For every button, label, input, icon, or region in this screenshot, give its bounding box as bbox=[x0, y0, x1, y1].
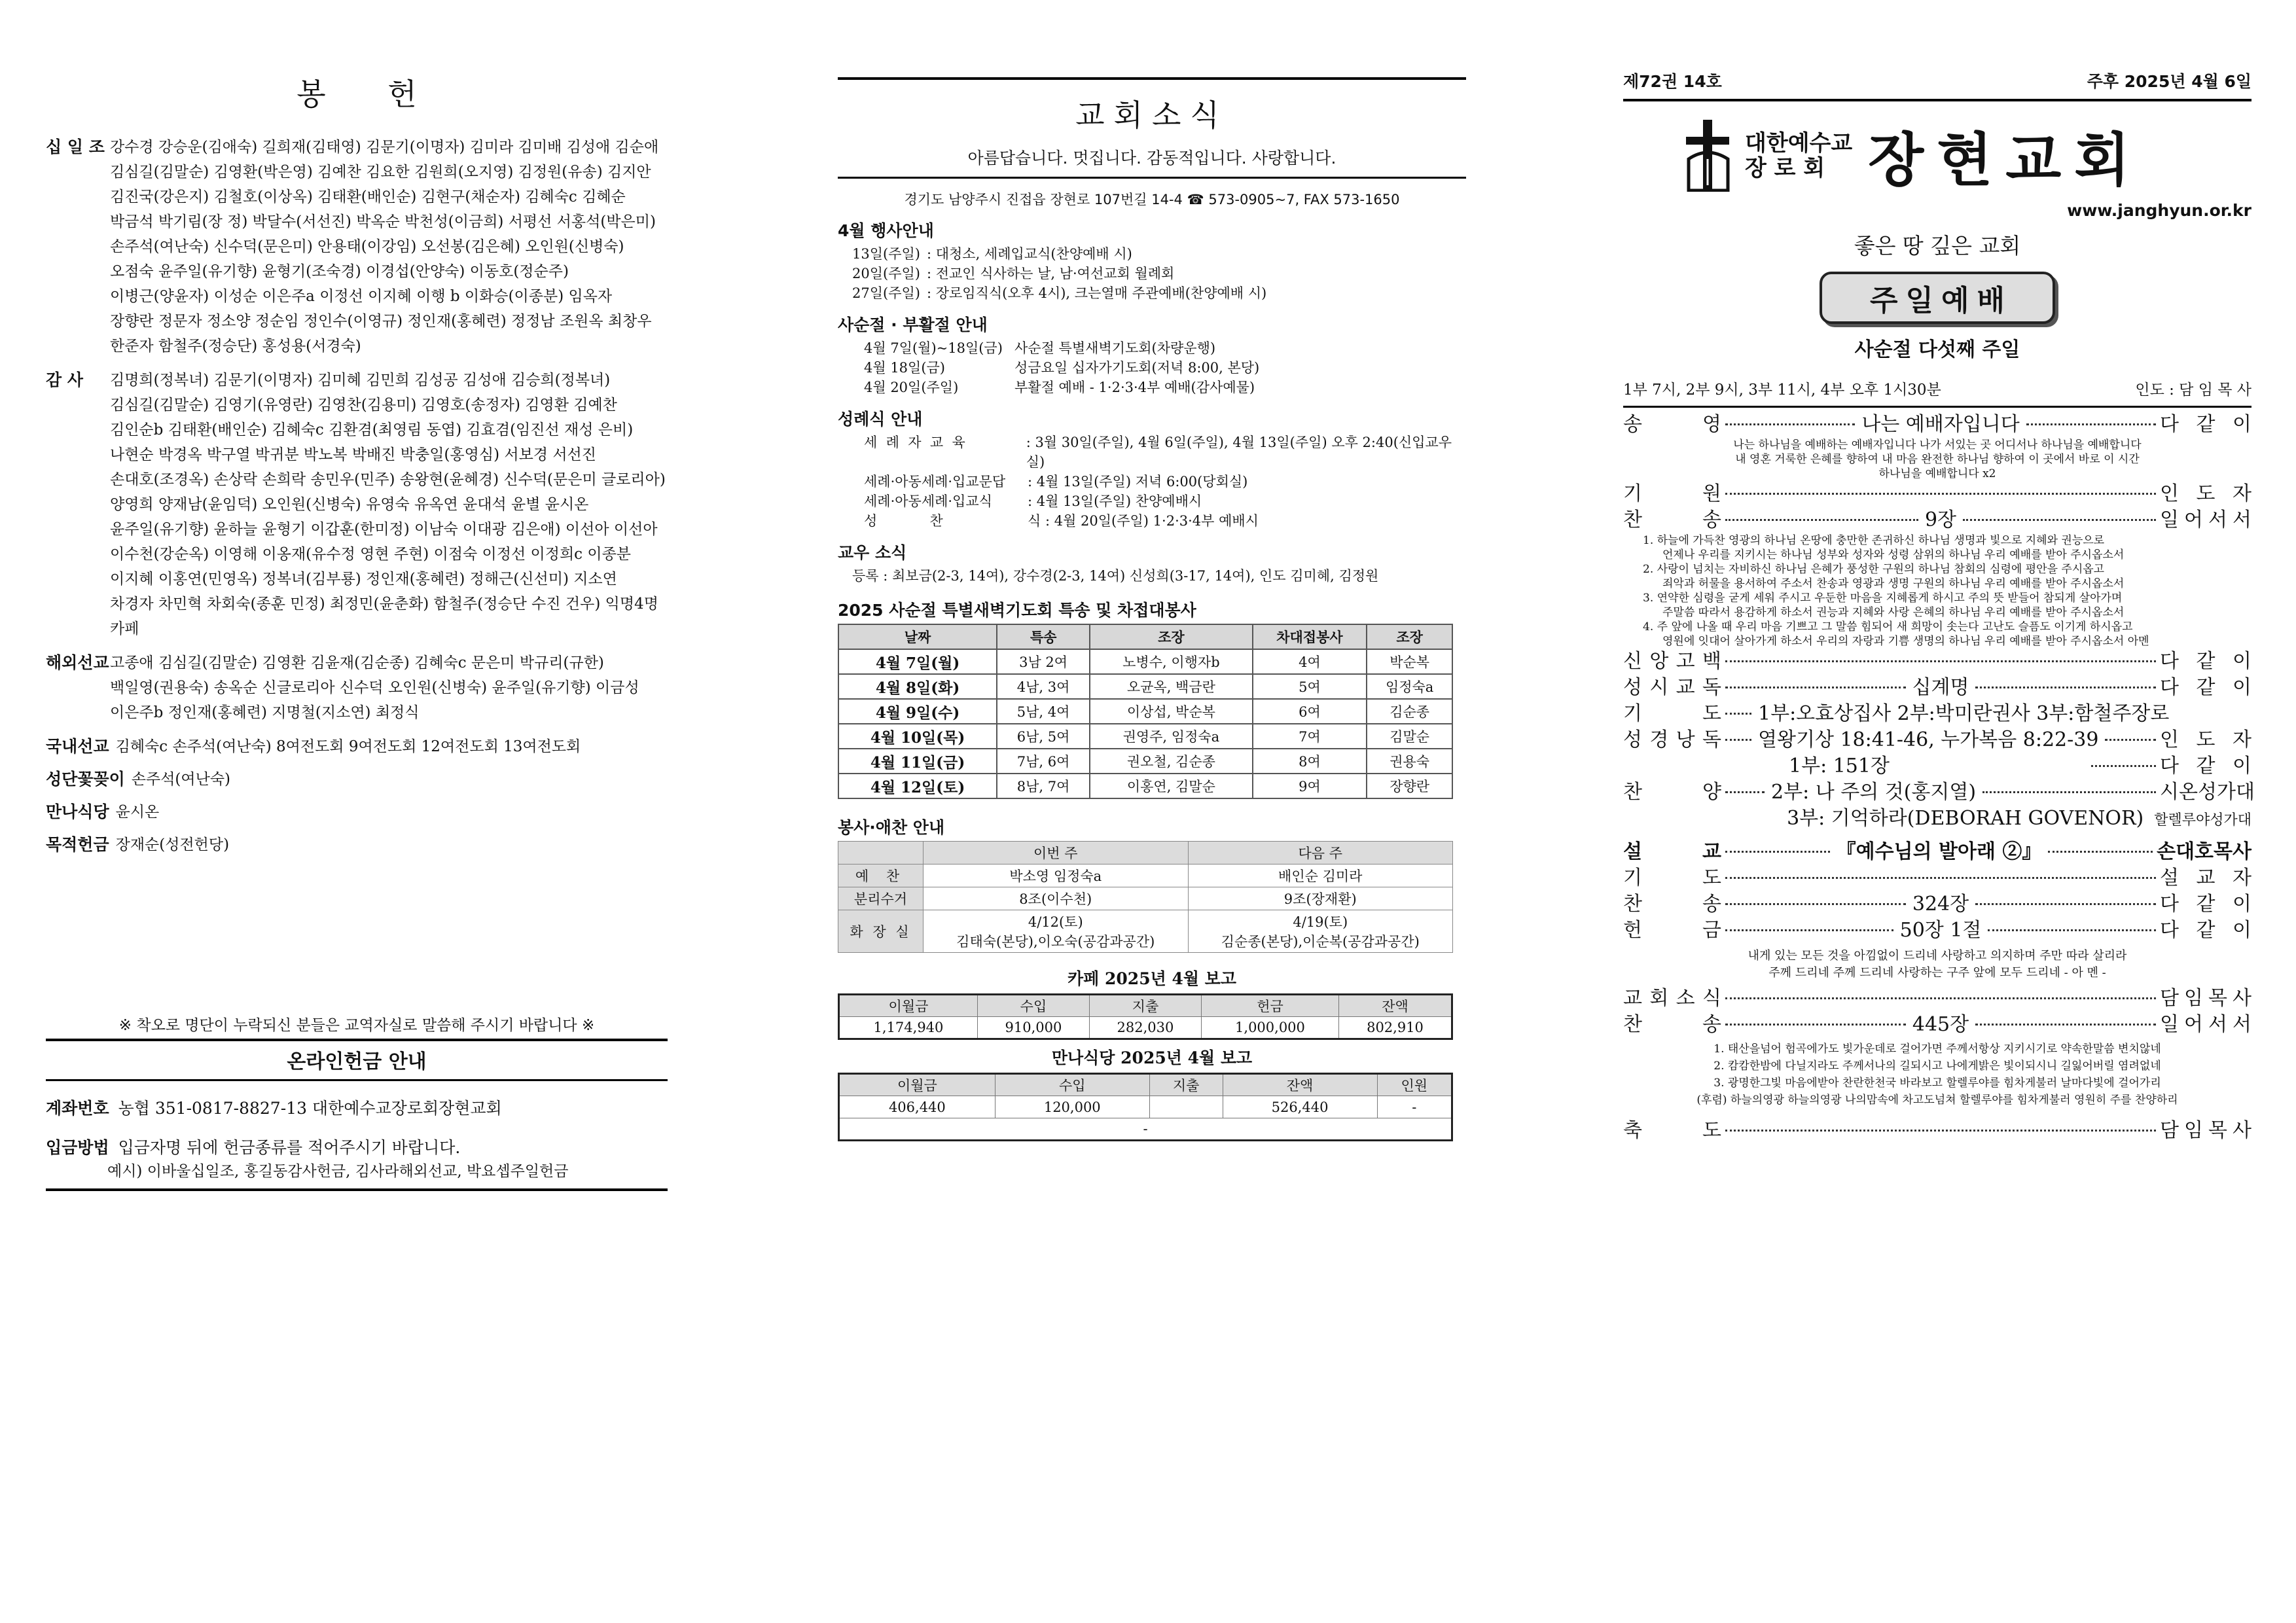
offering-section-thanks bbox=[46, 368, 668, 641]
column-header: 이번 주 bbox=[924, 842, 1189, 865]
sacrament-label: 세 례 자 교 육 bbox=[864, 435, 965, 450]
column-header: 헌금 bbox=[1201, 995, 1338, 1017]
order-person: 다 같 이 bbox=[2160, 676, 2251, 699]
service-leader: 인도 : 담 임 목 사 bbox=[2135, 382, 2251, 399]
table-row bbox=[839, 1017, 1452, 1039]
offering-row-flowers bbox=[46, 767, 668, 792]
order-content: 445장 bbox=[1912, 1013, 1969, 1036]
event-item bbox=[838, 338, 1466, 358]
event-date: 20일(주일) bbox=[852, 266, 920, 281]
april-events-heading: 4월 행사안내 bbox=[838, 221, 934, 240]
table-cell: 6여 bbox=[1253, 699, 1367, 724]
church-motto: 좋은 땅 깊은 교회 bbox=[1854, 233, 2021, 259]
order-of-worship bbox=[1623, 412, 2255, 1144]
song-lyrics bbox=[1623, 438, 2251, 481]
lyric-line: 4. 주 앞에 나올 때 우리 마음 기쁘고 그 말씀 힘되어 새 희망이 솟는다 고난도 슬픔도 이기게 하시옵고 bbox=[1643, 620, 2133, 633]
table-cell: - bbox=[1377, 1096, 1452, 1118]
table-cell: 4월 12일(토) bbox=[838, 774, 997, 798]
order-label: 성 시 교 독 bbox=[1623, 676, 1721, 699]
table-cell: 이상섭, 박순복 bbox=[1090, 699, 1252, 724]
table-cell: 282,030 bbox=[1089, 1017, 1201, 1039]
order-label: 축 도 bbox=[1623, 1119, 1721, 1142]
table-cell: 7남, 6여 bbox=[997, 749, 1090, 774]
method-text: 입금자명 뒤에 헌금종류를 적어주시기 바랍니다. bbox=[118, 1138, 461, 1157]
order-content: 9장 bbox=[1924, 508, 1957, 531]
column-header bbox=[838, 842, 924, 865]
manna-report-title: 만나식당 2025년 4월 보고 bbox=[1051, 1048, 1253, 1067]
sacrament-item bbox=[838, 491, 1466, 511]
table-cell: 406,440 bbox=[839, 1096, 996, 1118]
sacrament-text: : 4월 13일(주일) 저녁 6:00(당회실) bbox=[1028, 474, 1248, 490]
row-label: 국내선교 bbox=[46, 737, 109, 756]
table-cell: 박순복 bbox=[1367, 649, 1452, 674]
closing-hymn-lyrics bbox=[1623, 1041, 2251, 1109]
table-cell: 장향란 bbox=[1367, 774, 1452, 798]
name-line: 이병근(양윤자) 이성순 이은주a 이정선 이지혜 이행 b 이화승(이종분) 임옥자 bbox=[110, 288, 613, 305]
cell-line: 김태숙(본당),이오숙(공감과공간) bbox=[956, 934, 1155, 950]
table-row bbox=[838, 774, 1452, 798]
table-cell: 8여 bbox=[1253, 749, 1367, 774]
order-label: 찬 송 bbox=[1623, 893, 1721, 916]
table-cell bbox=[1188, 910, 1453, 953]
row-label: 만나식당 bbox=[46, 802, 109, 821]
row-label: 화 장 실 bbox=[838, 910, 924, 953]
column-header: 다음 주 bbox=[1188, 842, 1453, 865]
table-row bbox=[838, 724, 1452, 749]
lent-heading: 사순절 · 부활절 안내 bbox=[838, 315, 988, 334]
table-cell: 7여 bbox=[1253, 724, 1367, 749]
column-header: 잔액 bbox=[1223, 1074, 1377, 1096]
order-person: 일 어 서 서 bbox=[2160, 1013, 2251, 1036]
order-label: 신 앙 고 백 bbox=[1623, 650, 1721, 673]
section-names bbox=[110, 651, 668, 725]
name-line: 나현순 박경옥 박구열 박귀분 박노복 박배진 박충일(홍영심) 서보경 서선진 bbox=[110, 446, 596, 463]
name-line: 김심길(김말순) 김영환(박은영) 김예찬 김요한 김원희(오지영) 김정원(유송) 김지안 bbox=[110, 164, 651, 181]
table-cell: 4월 9일(수) bbox=[838, 699, 997, 724]
account-number: 농협 351-0817-8827-13 대한예수교장로회장현교회 bbox=[118, 1099, 502, 1118]
row-label: 분리수거 bbox=[838, 887, 924, 910]
name-line: 이은주b 정인재(홍혜련) 지명철(지소연) 최정식 bbox=[110, 704, 420, 721]
table-cell: 802,910 bbox=[1339, 1017, 1452, 1039]
table-cell: 5여 bbox=[1253, 674, 1367, 699]
event-text: 성금요일 십자가기도회(저녁 8:00, 본당) bbox=[1014, 360, 1260, 376]
lyric-line: 주께 드리네 주께 드리네 사랑하는 구주 앞에 모두 드리네 - 아 멘 - bbox=[1768, 966, 2106, 980]
table-cell: 4월 8일(화) bbox=[838, 674, 997, 699]
table-row bbox=[838, 865, 1453, 887]
name-line: 강수경 강승운(김애숙) 길희재(김태영) 김문기(이명자) 김미라 김미배 김성애 김순애 bbox=[110, 139, 659, 156]
bulletin-header bbox=[1623, 69, 2251, 101]
hymn-lyrics bbox=[1623, 533, 2251, 649]
table-row bbox=[838, 699, 1452, 724]
order-person: 인 도 자 bbox=[2160, 728, 2251, 751]
row-names: 장재순(성전헌당) bbox=[115, 836, 230, 853]
cell-line: 김순종(본당),이순복(공감과공간) bbox=[1221, 934, 1420, 950]
event-item bbox=[838, 378, 1466, 397]
liturgical-week: 사순절 다섯째 주일 bbox=[1854, 338, 2020, 361]
denomination-line: 대한예수교 bbox=[1745, 130, 1853, 156]
table-cell: 5남, 4여 bbox=[997, 699, 1090, 724]
member-news-text: 등록 : 최보금(2-3, 14여), 강수경(2-3, 14여) 신성희(3-17, 14여), 인도 김미혜, 김정원 bbox=[852, 568, 1379, 584]
sacrament-text: : 3월 30일(주일), 4월 6일(주일), 4월 13일(주일) 오후 2:40(신입교우실) bbox=[1026, 435, 1452, 470]
column-header: 잔액 bbox=[1339, 995, 1452, 1017]
order-label: 성 경 낭 독 bbox=[1623, 728, 1721, 751]
denomination bbox=[1745, 131, 1852, 181]
lyric-line: 영원에 잇대어 살아가게 하소서 우리의 자랑과 기쁨 생명의 하나님 우리 예배를 받아 주시옵소서 아멘 bbox=[1662, 635, 2149, 648]
lyric-line: 3. 연약한 심령을 굳게 세워 주시고 우둔한 마음을 지혜롭게 하시고 주의 뜻 받들어 참되게 살아가며 bbox=[1643, 592, 2123, 605]
order-content: 50장 1절 bbox=[1899, 919, 1982, 942]
event-date: 4월 20일(주일) bbox=[864, 380, 959, 395]
column-header: 조장 bbox=[1367, 624, 1452, 649]
order-label: 찬 양 bbox=[1623, 781, 1721, 804]
event-date: 4월 7일(월)~18일(금) bbox=[864, 340, 1003, 356]
order-label: 찬 송 bbox=[1623, 508, 1721, 531]
name-line: 백일영(권용숙) 송옥순 신글로리아 신수덕 오인원(신병숙) 윤주일(유기향) 이금성 bbox=[110, 679, 639, 696]
news-column bbox=[838, 0, 1466, 1623]
sermon-title: 『예수님의 발아래 ②』 bbox=[1836, 840, 2042, 863]
online-offering-title: 온라인헌금 안내 bbox=[46, 1039, 668, 1081]
order-item bbox=[1623, 839, 2251, 865]
order-content: 나는 예배자입니다 bbox=[1861, 413, 2020, 436]
order-item bbox=[1623, 918, 2251, 944]
table-cell: 노병수, 이행자b bbox=[1090, 649, 1252, 674]
name-line: 김진국(강은지) 김철호(이상옥) 김태환(배인순) 김현구(채순자) 김혜숙c 김혜순 bbox=[110, 188, 626, 205]
denomination-line: 장 로 회 bbox=[1745, 155, 1825, 181]
table-cell: 6남, 5여 bbox=[997, 724, 1090, 749]
table-cell: 8조(이수천) bbox=[924, 887, 1189, 910]
section-names bbox=[110, 135, 668, 359]
bulletin-date: 주후 2025년 4월 6일 bbox=[2087, 72, 2251, 91]
order-item bbox=[1623, 806, 2251, 834]
order-label: 찬 송 bbox=[1623, 1013, 1721, 1036]
method-example: 예시) 이바울십일조, 홍길동감사헌금, 김사라해외선교, 박요셉주일헌금 bbox=[107, 1163, 569, 1180]
sacrament-label: 성 찬 bbox=[864, 513, 943, 529]
sacrament-label: 세례·아동세례·입교식 bbox=[864, 493, 992, 509]
table-cell: 8남, 7여 bbox=[997, 774, 1090, 798]
event-date: 13일(주일) bbox=[852, 246, 920, 262]
column-header: 날짜 bbox=[838, 624, 997, 649]
order-content: 3부: 기억하라(DEBORAH GOVENOR) bbox=[1787, 807, 2144, 830]
service-times-row bbox=[1623, 378, 2251, 408]
order-item bbox=[1623, 649, 2251, 675]
offering-row-manna bbox=[46, 800, 668, 825]
row-label: 목적헌금 bbox=[46, 835, 109, 854]
lyric-line: 내 영혼 거룩한 은혜를 향하여 내 마음 완전한 하나님 향하여 이 곳에서 바로 이 시간 bbox=[1735, 453, 2140, 466]
column-header: 이월금 bbox=[839, 1074, 996, 1096]
table-header-row bbox=[838, 624, 1452, 649]
event-text: : 장로임직식(오후 4시), 크는열매 주관예배(찬양예배 시) bbox=[926, 285, 1267, 301]
name-line: 박금석 박기림(장 정) 박달수(서선진) 박옥순 박천성(이금희) 서평선 서홍석(박은미) bbox=[110, 213, 656, 230]
name-line: 고종애 김심길(김말순) 김영환 김윤재(김순종) 김혜숙c 문은미 박규리(규한) bbox=[110, 654, 604, 671]
table-cell bbox=[1149, 1096, 1223, 1118]
news-subtitle: 아름답습니다. 멋집니다. 감동적입니다. 사랑합니다. bbox=[838, 145, 1466, 179]
order-content: 열왕기상 18:41-46, 누가복음 8:22-39 bbox=[1758, 728, 2099, 751]
order-item bbox=[1623, 412, 2251, 438]
account-label: 계좌번호 bbox=[46, 1099, 109, 1118]
lyric-line: 3. 광명한그빛 마음에받아 찬란한천국 바라보고 할렐루야를 힘차게불러 날마다빛에 걸어가리 bbox=[1713, 1077, 2161, 1090]
order-content: 1부:오효상집사 2부:박미란권사 3부:함철주장로 bbox=[1758, 702, 2170, 725]
order-label: 교 회 소 식 bbox=[1623, 987, 1721, 1010]
table-row bbox=[838, 649, 1452, 674]
event-item bbox=[838, 264, 1466, 283]
table-cell: 4여 bbox=[1253, 649, 1367, 674]
table-cell: 9조(장재환) bbox=[1188, 887, 1453, 910]
table-row bbox=[839, 1096, 1452, 1118]
table-cell: 4월 10일(목) bbox=[838, 724, 997, 749]
lyric-line: 2. 캄캄한밤에 다닐지라도 주께서나의 길되시고 나에게밝은 빛이되시니 길잃어버릴 염려없네 bbox=[1713, 1060, 2161, 1073]
lyric-line: 1. 태산을넘어 험곡에가도 빛가운데로 걸어가면 주께서항상 지키시기로 약속한말씀 변치않네 bbox=[1713, 1043, 2161, 1056]
column-header: 지출 bbox=[1089, 995, 1201, 1017]
order-item bbox=[1623, 507, 2251, 533]
table-cell: 3남 2여 bbox=[997, 649, 1090, 674]
name-line: 손대호(조경옥) 손상락 손희락 송민우(민주) 송왕현(윤혜경) 신수덕(문은미 글로리아) bbox=[110, 471, 666, 488]
worship-badge: 주일예배 bbox=[1820, 272, 2055, 324]
sacrament-item bbox=[838, 472, 1466, 491]
sacrament-item bbox=[838, 511, 1466, 531]
order-item bbox=[1623, 865, 2251, 891]
lyric-line: 주말씀 따라서 용감하게 하소서 권능과 지혜와 사랑 은혜의 하나님 우리 예배를 받아 주시옵소서 bbox=[1662, 606, 2125, 619]
lyric-line: 2. 사랑이 넘치는 자비하신 하나님 은혜가 풍성한 구원의 하나님 참회의 심령에 평안을 주시옵고 bbox=[1643, 563, 2105, 576]
table-cell: 권오철, 김순종 bbox=[1090, 749, 1252, 774]
order-person: 담 임 목 사 bbox=[2160, 1119, 2251, 1142]
table-cell: 1,000,000 bbox=[1201, 1017, 1338, 1039]
table-cell: 9여 bbox=[1253, 774, 1367, 798]
lyric-line: 1. 하늘에 가득찬 영광의 하나님 온땅에 충만한 존귀하신 하나님 생명과 빛으로 지혜와 권능으로 bbox=[1643, 534, 2105, 547]
table-cell: 4월 7일(월) bbox=[838, 649, 997, 674]
order-person: 다 같 이 bbox=[2160, 413, 2251, 436]
table-cell: 임정숙a bbox=[1367, 674, 1452, 699]
offering-column bbox=[46, 0, 668, 1623]
cafe-report-title: 카페 2025년 4월 보고 bbox=[1067, 969, 1236, 988]
order-person: 담 임 목 사 bbox=[2160, 987, 2251, 1010]
divider bbox=[46, 1188, 668, 1191]
name-line: 양영희 양재남(윤임덕) 오인원(신병숙) 유영숙 유옥연 윤대석 윤별 윤시온 bbox=[110, 496, 589, 513]
table-cell: 오균옥, 백금란 bbox=[1090, 674, 1252, 699]
order-person: 설 교 자 bbox=[2160, 866, 2251, 889]
event-text: 사순절 특별새벽기도회(차량운행) bbox=[1014, 340, 1216, 356]
church-logo bbox=[1623, 115, 2251, 197]
lyric-line: 언제나 우리를 지키시는 하나님 성부와 성자와 성령 삼위의 하나님 우리 예배를 받아 주시옵소서 bbox=[1662, 548, 2125, 562]
order-item bbox=[1623, 779, 2255, 806]
table-header-row bbox=[838, 842, 1453, 865]
bulletin-column bbox=[1623, 0, 2255, 1623]
preacher: 손대호목사 bbox=[2157, 840, 2251, 863]
table-cell bbox=[924, 910, 1189, 953]
cell-line: 4/19(토) bbox=[1293, 914, 1348, 930]
service-heading: 봉사·애찬 안내 bbox=[838, 818, 945, 837]
name-line: 이지혜 이홍연(민영옥) 정복녀(김부룡) 정인재(홍혜련) 정해근(신선미) 지소연 bbox=[110, 571, 617, 588]
event-text: 부활절 예배 - 1·2·3·4부 예배(감사예물) bbox=[1014, 380, 1255, 395]
name-line: 윤주일(유기향) 윤하늘 윤형기 이갑훈(한미정) 이남숙 이대광 김은애) 이선아 이선아 bbox=[110, 521, 658, 538]
lyric-line: 나는 하나님을 예배하는 예배자입니다 나가 서있는 곳 어디서나 하나님을 예배합니다 bbox=[1733, 438, 2142, 452]
method-label: 입금방법 bbox=[46, 1138, 109, 1157]
website-link[interactable]: www.janghyun.or.kr bbox=[2067, 201, 2251, 220]
table-row bbox=[838, 910, 1453, 953]
cafe-report-table bbox=[838, 993, 1453, 1040]
table-cell: 권용숙 bbox=[1367, 749, 1452, 774]
event-text: : 전교인 식사하는 날, 남·여선교회 월례회 bbox=[926, 266, 1175, 281]
name-line: 김심길(김말순) 김영기(유영란) 김영찬(김용미) 김영호(송정자) 김영환 김예찬 bbox=[110, 397, 617, 414]
column-header: 지출 bbox=[1149, 1074, 1223, 1096]
manna-report-table bbox=[838, 1073, 1453, 1141]
section-names bbox=[110, 368, 668, 641]
lyric-line: (후렴) 하늘의영광 하늘의영광 나의맘속에 차고도넘쳐 할렐루야를 힘차게불러 영원히 주를 찬양하리 bbox=[1696, 1094, 2178, 1107]
table-cell: 김순종 bbox=[1367, 699, 1452, 724]
offering-hymn-lyrics bbox=[1623, 948, 2251, 982]
member-news-heading: 교우 소식 bbox=[838, 543, 907, 562]
order-content: 1부: 151장 bbox=[1789, 755, 1890, 777]
service-table bbox=[838, 841, 1453, 953]
table-cell: 박소영 임정숙a bbox=[924, 865, 1189, 887]
order-content: 2부: 나 주의 것(홍지열) bbox=[1771, 781, 1977, 804]
row-names: 김혜숙c 손주석(여난숙) 8여전도회 9여전도회 12여전도회 13여전도회 bbox=[115, 738, 581, 755]
column-header: 이월금 bbox=[839, 995, 978, 1017]
order-person: 다 같 이 bbox=[2160, 755, 2251, 777]
name-line: 김인순b 김태환(배인순) 김혜숙c 김환겸(최영림 동엽) 김효겸(임진선 재성 은비) bbox=[110, 421, 634, 438]
order-content: 324장 bbox=[1912, 893, 1969, 916]
order-label: 설 교 bbox=[1623, 840, 1721, 863]
name-line: 이수천(강순옥) 이영해 이옹재(유수정 영현 주현) 이점숙 이정선 이정희c 이종분 bbox=[110, 546, 632, 563]
section-label: 감 사 bbox=[46, 370, 84, 389]
table-cell: 1,174,940 bbox=[839, 1017, 978, 1039]
order-label: 기 도 bbox=[1623, 702, 1721, 725]
omission-notice: ※ 착오로 명단이 누락되신 분들은 교역자실로 말씀해 주시기 바랍니다 ※ bbox=[118, 1017, 595, 1034]
table-cell: 배인순 김미라 bbox=[1188, 865, 1453, 887]
cell-line: 4/12(토) bbox=[1028, 914, 1083, 930]
order-item bbox=[1623, 1118, 2251, 1144]
offering-section-tithe bbox=[46, 135, 668, 359]
sacrament-text: 식 : 4월 20일(주일) 1·2·3·4부 예배시 bbox=[1028, 513, 1259, 529]
method-row bbox=[46, 1136, 668, 1160]
offering-section-mission bbox=[46, 651, 668, 725]
order-person: 할렐루야성가대 bbox=[2154, 812, 2251, 829]
table-cell: 이홍연, 김말순 bbox=[1090, 774, 1252, 798]
section-label: 십 일 조 bbox=[46, 137, 105, 156]
name-line: 김명희(정복녀) 김문기(이명자) 김미혜 김민희 김성공 김성애 김승희(정복녀) bbox=[110, 372, 611, 389]
order-label: 기 원 bbox=[1623, 482, 1721, 505]
order-item bbox=[1623, 986, 2251, 1012]
order-item bbox=[1623, 1012, 2251, 1038]
row-label: 성단꽃꽂이 bbox=[46, 770, 125, 789]
section-label: 해외선교 bbox=[46, 653, 109, 672]
order-item bbox=[1623, 753, 2251, 779]
event-date: 4월 18일(금) bbox=[864, 360, 946, 376]
table-cell: 4남, 3여 bbox=[997, 674, 1090, 699]
news-title: 교회소식 bbox=[838, 77, 1466, 135]
table-cell: 910,000 bbox=[977, 1017, 1089, 1039]
order-person: 다 같 이 bbox=[2160, 893, 2251, 916]
cross-icon bbox=[1682, 120, 1734, 192]
account-row bbox=[46, 1097, 668, 1120]
order-label: 송 영 bbox=[1623, 413, 1721, 436]
table-cell: 120,000 bbox=[995, 1096, 1149, 1118]
event-item bbox=[838, 244, 1466, 264]
order-person: 시 온 성 가 대 bbox=[2160, 781, 2255, 804]
name-line: 손주석(여난숙) 신수덕(문은미) 안용태(이강임) 오선봉(김은혜) 오인원(신병숙) bbox=[110, 238, 624, 255]
prayer-table-heading: 2025 사순절 특별새벽기도회 특송 및 차접대봉사 bbox=[838, 601, 1196, 620]
offering-row-purpose bbox=[46, 832, 668, 857]
table-cell: 권영주, 임정숙a bbox=[1090, 724, 1252, 749]
column-header: 인원 bbox=[1377, 1074, 1452, 1096]
table-row bbox=[839, 1118, 1452, 1141]
column-header: 특송 bbox=[997, 624, 1090, 649]
offering-title: 봉 헌 bbox=[296, 77, 443, 112]
event-text: : 대청소, 세례입교식(찬양예배 시) bbox=[926, 246, 1132, 262]
row-names: 손주석(여난숙) bbox=[131, 771, 231, 788]
name-line: 오점숙 윤주일(유기향) 윤형기(조숙경) 이경섭(안양숙) 이동호(정순주) bbox=[110, 263, 569, 280]
table-row bbox=[838, 887, 1453, 910]
row-label: 예 찬 bbox=[838, 865, 924, 887]
event-date: 27일(주일) bbox=[852, 285, 920, 301]
order-person: 인 도 자 bbox=[2160, 482, 2251, 505]
order-person: 다 같 이 bbox=[2160, 650, 2251, 673]
table-row bbox=[838, 674, 1452, 699]
name-line: 장향란 정문자 정소양 정순임 정인수(이영규) 정인재(홍혜련) 정정남 조원옥 최창우 bbox=[110, 313, 652, 330]
event-item bbox=[838, 283, 1466, 303]
event-item bbox=[838, 358, 1466, 378]
column-header: 수입 bbox=[995, 1074, 1149, 1096]
order-item bbox=[1623, 727, 2251, 753]
table-header-row bbox=[839, 995, 1452, 1017]
church-name: 장현교회 bbox=[1868, 126, 2144, 194]
order-person: 다 같 이 bbox=[2160, 919, 2251, 942]
column-header: 조장 bbox=[1090, 624, 1252, 649]
table-cell: - bbox=[839, 1118, 1452, 1141]
order-label: 기 도 bbox=[1623, 866, 1721, 889]
column-header: 차대접봉사 bbox=[1253, 624, 1367, 649]
order-item bbox=[1623, 481, 2251, 507]
church-address: 경기도 남양주시 진접읍 장현로 107번길 14-4 ☎ 573-0905~7, FAX 573-1650 bbox=[904, 192, 1400, 207]
name-line: 차경자 차민혁 차회숙(종훈 민정) 최정민(윤춘화) 함철주(정승단 수진 건우) 익명4명 bbox=[110, 596, 658, 613]
table-cell: 김말순 bbox=[1367, 724, 1452, 749]
offering-row-domestic bbox=[46, 734, 668, 759]
name-line: 한준자 함철주(정승단) 홍성용(서경숙) bbox=[110, 338, 361, 355]
volume-number: 제72권 14호 bbox=[1623, 72, 1722, 91]
lyric-line: 죄악과 허물을 용서하여 주소서 찬송과 영광과 생명 구원의 하나님 우리 예배를 받아 주시옵소서 bbox=[1662, 577, 2125, 590]
sacrament-text: : 4월 13일(주일) 찬양예배시 bbox=[1028, 493, 1202, 509]
order-item bbox=[1623, 675, 2251, 701]
lyric-line: 내게 있는 모든 것을 아낌없이 드리네 사랑하고 의지하며 주만 따라 살리라 bbox=[1748, 949, 2127, 963]
sacrament-item bbox=[838, 433, 1466, 472]
table-row bbox=[838, 749, 1452, 774]
table-header-row bbox=[839, 1074, 1452, 1096]
lyric-line: 하나님을 예배합니다 x2 bbox=[1878, 467, 1996, 480]
column-header: 수입 bbox=[977, 995, 1089, 1017]
service-times: 1부 7시, 2부 9시, 3부 11시, 4부 오후 1시30분 bbox=[1623, 382, 1941, 399]
prayer-schedule-table bbox=[838, 624, 1453, 799]
row-names: 윤시온 bbox=[115, 804, 160, 821]
order-content: 십계명 bbox=[1912, 676, 1969, 699]
order-item bbox=[1623, 701, 2251, 727]
order-person: 일 어 서 서 bbox=[2160, 508, 2251, 531]
order-label: 헌 금 bbox=[1623, 919, 1721, 942]
order-item bbox=[1623, 891, 2251, 918]
name-line: 카페 bbox=[110, 620, 139, 637]
sacrament-heading: 성례식 안내 bbox=[838, 410, 923, 429]
sacrament-label: 세례·아동세례·입교문답 bbox=[864, 474, 1006, 490]
table-cell: 526,440 bbox=[1223, 1096, 1377, 1118]
table-cell: 4월 11일(금) bbox=[838, 749, 997, 774]
online-offering-area bbox=[46, 1013, 668, 1191]
